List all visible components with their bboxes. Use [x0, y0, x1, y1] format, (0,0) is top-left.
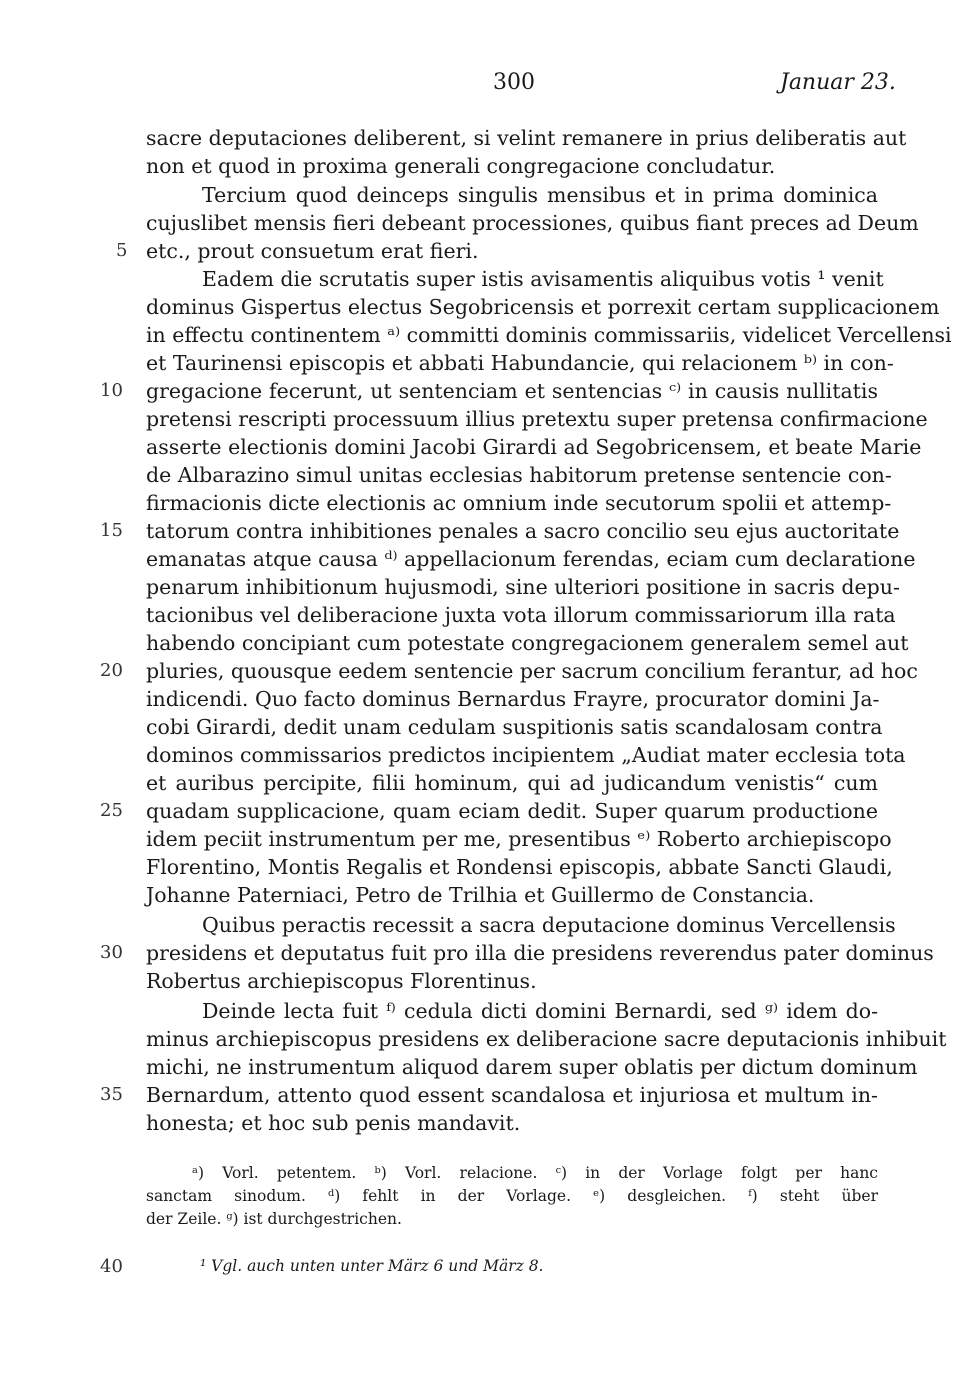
text-line: quadam supplicacione, quam eciam dedit. Super quarum productione — [146, 799, 878, 823]
footnote-line: ᵃ) Vorl. petentem. ᵇ) Vorl. relacione. ᶜ) in der Vorlage folgt per hanc — [192, 1164, 878, 1182]
running-head: Januar 23. — [780, 70, 896, 95]
text-line: cobi Girardi, dedit unam cedulam suspitionis satis scandalosam contra — [146, 715, 883, 739]
text-line: minus archiepiscopus presidens ex deliberacione sacre deputacionis inhibuit — [146, 1027, 947, 1051]
text-line: tacionibus vel deliberacione juxta vota illorum commissariorum illa rata — [146, 603, 896, 627]
text-line: presidens et deputatus fuit pro illa die presidens reverendus pater dominus — [146, 941, 934, 965]
line-number: 15 — [100, 520, 123, 541]
text-line: cujuslibet mensis fieri debeant processiones, quibus fiant preces ad Deum — [146, 211, 919, 235]
text-line: et auribus percipite, filii hominum, qui ad judicandum venistis“ cum — [146, 771, 878, 795]
text-line: gregacione fecerunt, ut sentenciam et sentencias ᶜ⁾ in causis nullitatis — [146, 379, 878, 403]
text-line: Deinde lecta fuit ᶠ⁾ cedula dicti domini Bernardi, sed ᵍ⁾ idem do- — [202, 999, 878, 1023]
line-number: 5 — [116, 240, 128, 261]
page-header — [0, 70, 960, 100]
text-line: dominus Gispertus electus Segobricensis et porrexit certam supplicacionem — [146, 295, 940, 319]
text-line: in effectu continentem ᵃ⁾ committi dominis commissariis, videlicet Vercellensi — [146, 323, 952, 347]
text-line: honesta; et hoc sub penis mandavit. — [146, 1111, 521, 1135]
text-line: dominos commissarios predictos incipientem „Audiat mater ecclesia tota — [146, 743, 906, 767]
text-line: emanatas atque causa ᵈ⁾ appellacionum ferendas, eciam cum declaratione — [146, 547, 916, 571]
text-line: de Albarazino simul unitas ecclesias habitorum pretense sentencie con- — [146, 463, 892, 487]
text-line: et Taurinensi episcopis et abbati Habundancie, qui relacionem ᵇ⁾ in con- — [146, 351, 894, 375]
text-line: asserte electionis domini Jacobi Girardi ad Segobricensem, et beate Marie — [146, 435, 922, 459]
text-line: firmacionis dicte electionis ac omnium inde secutorum spolii et attemp- — [146, 491, 892, 515]
text-line: etc., prout consuetum erat fieri. — [146, 239, 479, 263]
line-number: 20 — [100, 660, 123, 681]
text-line: michi, ne instrumentum aliquod darem super oblatis per dictum dominum — [146, 1055, 918, 1079]
text-line: pluries, quousque eedem sentencie per sacrum concilium ferantur, ad hoc — [146, 659, 918, 683]
line-number: 35 — [100, 1084, 123, 1105]
text-line: sacre deputaciones deliberent, si velint remanere in prius deliberatis aut — [146, 126, 907, 150]
line-number: 40 — [100, 1256, 123, 1277]
footnote-line: der Zeile. ᵍ) ist durchgestrichen. — [146, 1210, 402, 1228]
text-line: Eadem die scrutatis super istis avisamentis aliquibus votis ¹ venit — [202, 267, 884, 291]
text-line: non et quod in proxima generali congregacione concludatur. — [146, 154, 776, 178]
text-line: pretensi rescripti processuum illius pretextu super pretensa confirmacione — [146, 407, 928, 431]
footnote-line: sanctam sinodum. ᵈ) fehlt in der Vorlage. ᵉ) desgleichen. ᶠ) steht über — [146, 1187, 878, 1205]
text-line: habendo concipiant cum potestate congregacionem generalem semel aut — [146, 631, 909, 655]
page-number: 300 — [493, 70, 535, 95]
line-number: 25 — [100, 800, 123, 821]
line-number: 10 — [100, 380, 123, 401]
text-line: Johanne Paterniaci, Petro de Trilhia et Guillermo de Constancia. — [146, 883, 815, 907]
text-line: tatorum contra inhibitiones penales a sacro concilio seu ejus auctoritate — [146, 519, 900, 543]
text-line: Bernardum, attento quod essent scandalosa et injuriosa et multum in- — [146, 1083, 878, 1107]
text-line: Tercium quod deinceps singulis mensibus et in prima dominica — [202, 183, 878, 207]
text-line: Robertus archiepiscopus Florentinus. — [146, 969, 537, 993]
text-line: Florentino, Montis Regalis et Rondensi episcopis, abbate Sancti Glaudi, — [146, 855, 893, 879]
text-line: penarum inhibitionum hujusmodi, sine ulteriori positione in sacris depu- — [146, 575, 900, 599]
reference-note: ¹ Vgl. auch unten unter März 6 und März 8. — [200, 1257, 544, 1275]
text-line: idem peciit instrumentum per me, presentibus ᵉ⁾ Roberto archiepiscopo — [146, 827, 892, 851]
line-number: 30 — [100, 942, 123, 963]
text-line: Quibus peractis recessit a sacra deputacione dominus Vercellensis — [202, 913, 896, 937]
text-line: indicendi. Quo facto dominus Bernardus Frayre, procurator domini Ja- — [146, 687, 880, 711]
